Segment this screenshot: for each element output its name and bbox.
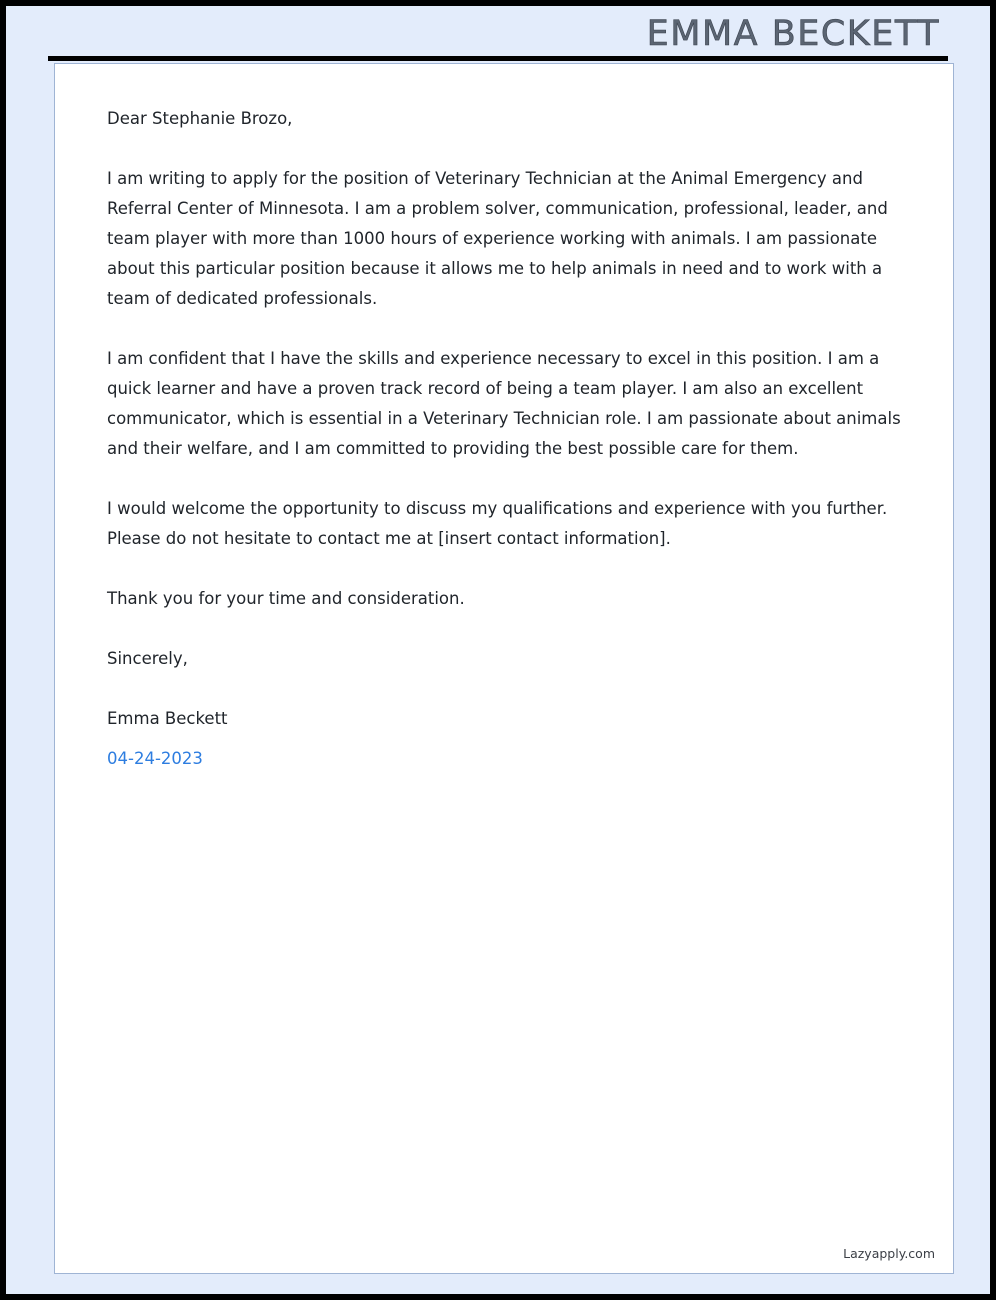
letter-salutation: Dear Stephanie Brozo, bbox=[107, 109, 293, 128]
letter-date: 04-24-2023 bbox=[107, 749, 203, 768]
letter-sheet bbox=[54, 63, 954, 1274]
letter-paragraph-4: Thank you for your time and consideration. bbox=[107, 589, 465, 608]
header-divider bbox=[48, 56, 948, 61]
letter-paragraph-1: I am writing to apply for the position of Veterinary Technician at the Animal Emergency and Referral Center of Minnesota. I am a problem solver, communication, professional, leader, and team player with more than 1000 hours of experience working with animals. I am passionate about this particular position because it allows me to help animals in need and to work with a team of dedicated professionals. bbox=[107, 169, 888, 308]
letter-signature-name: Emma Beckett bbox=[107, 709, 228, 728]
cover-letter-body bbox=[107, 104, 907, 774]
letter-paragraph-2: I am confident that I have the skills and experience necessary to excel in this position. I am a quick learner and have a proven track record of being a team player. I am also an excellent communicator, which is essential in a Veterinary Technician role. I am passionate about animals and their welfare, and I am committed to providing the best possible care for them. bbox=[107, 349, 901, 458]
letter-paragraph-3: I would welcome the opportunity to discuss my qualifications and experience with you further. Please do not hesitate to contact me at [insert contact information]. bbox=[107, 499, 888, 548]
page-title: EMMA BECKETT bbox=[646, 14, 940, 54]
footer-brand: Lazyapply.com bbox=[843, 1246, 935, 1261]
letter-closing: Sincerely, bbox=[107, 649, 188, 668]
document-header bbox=[12, 12, 984, 56]
